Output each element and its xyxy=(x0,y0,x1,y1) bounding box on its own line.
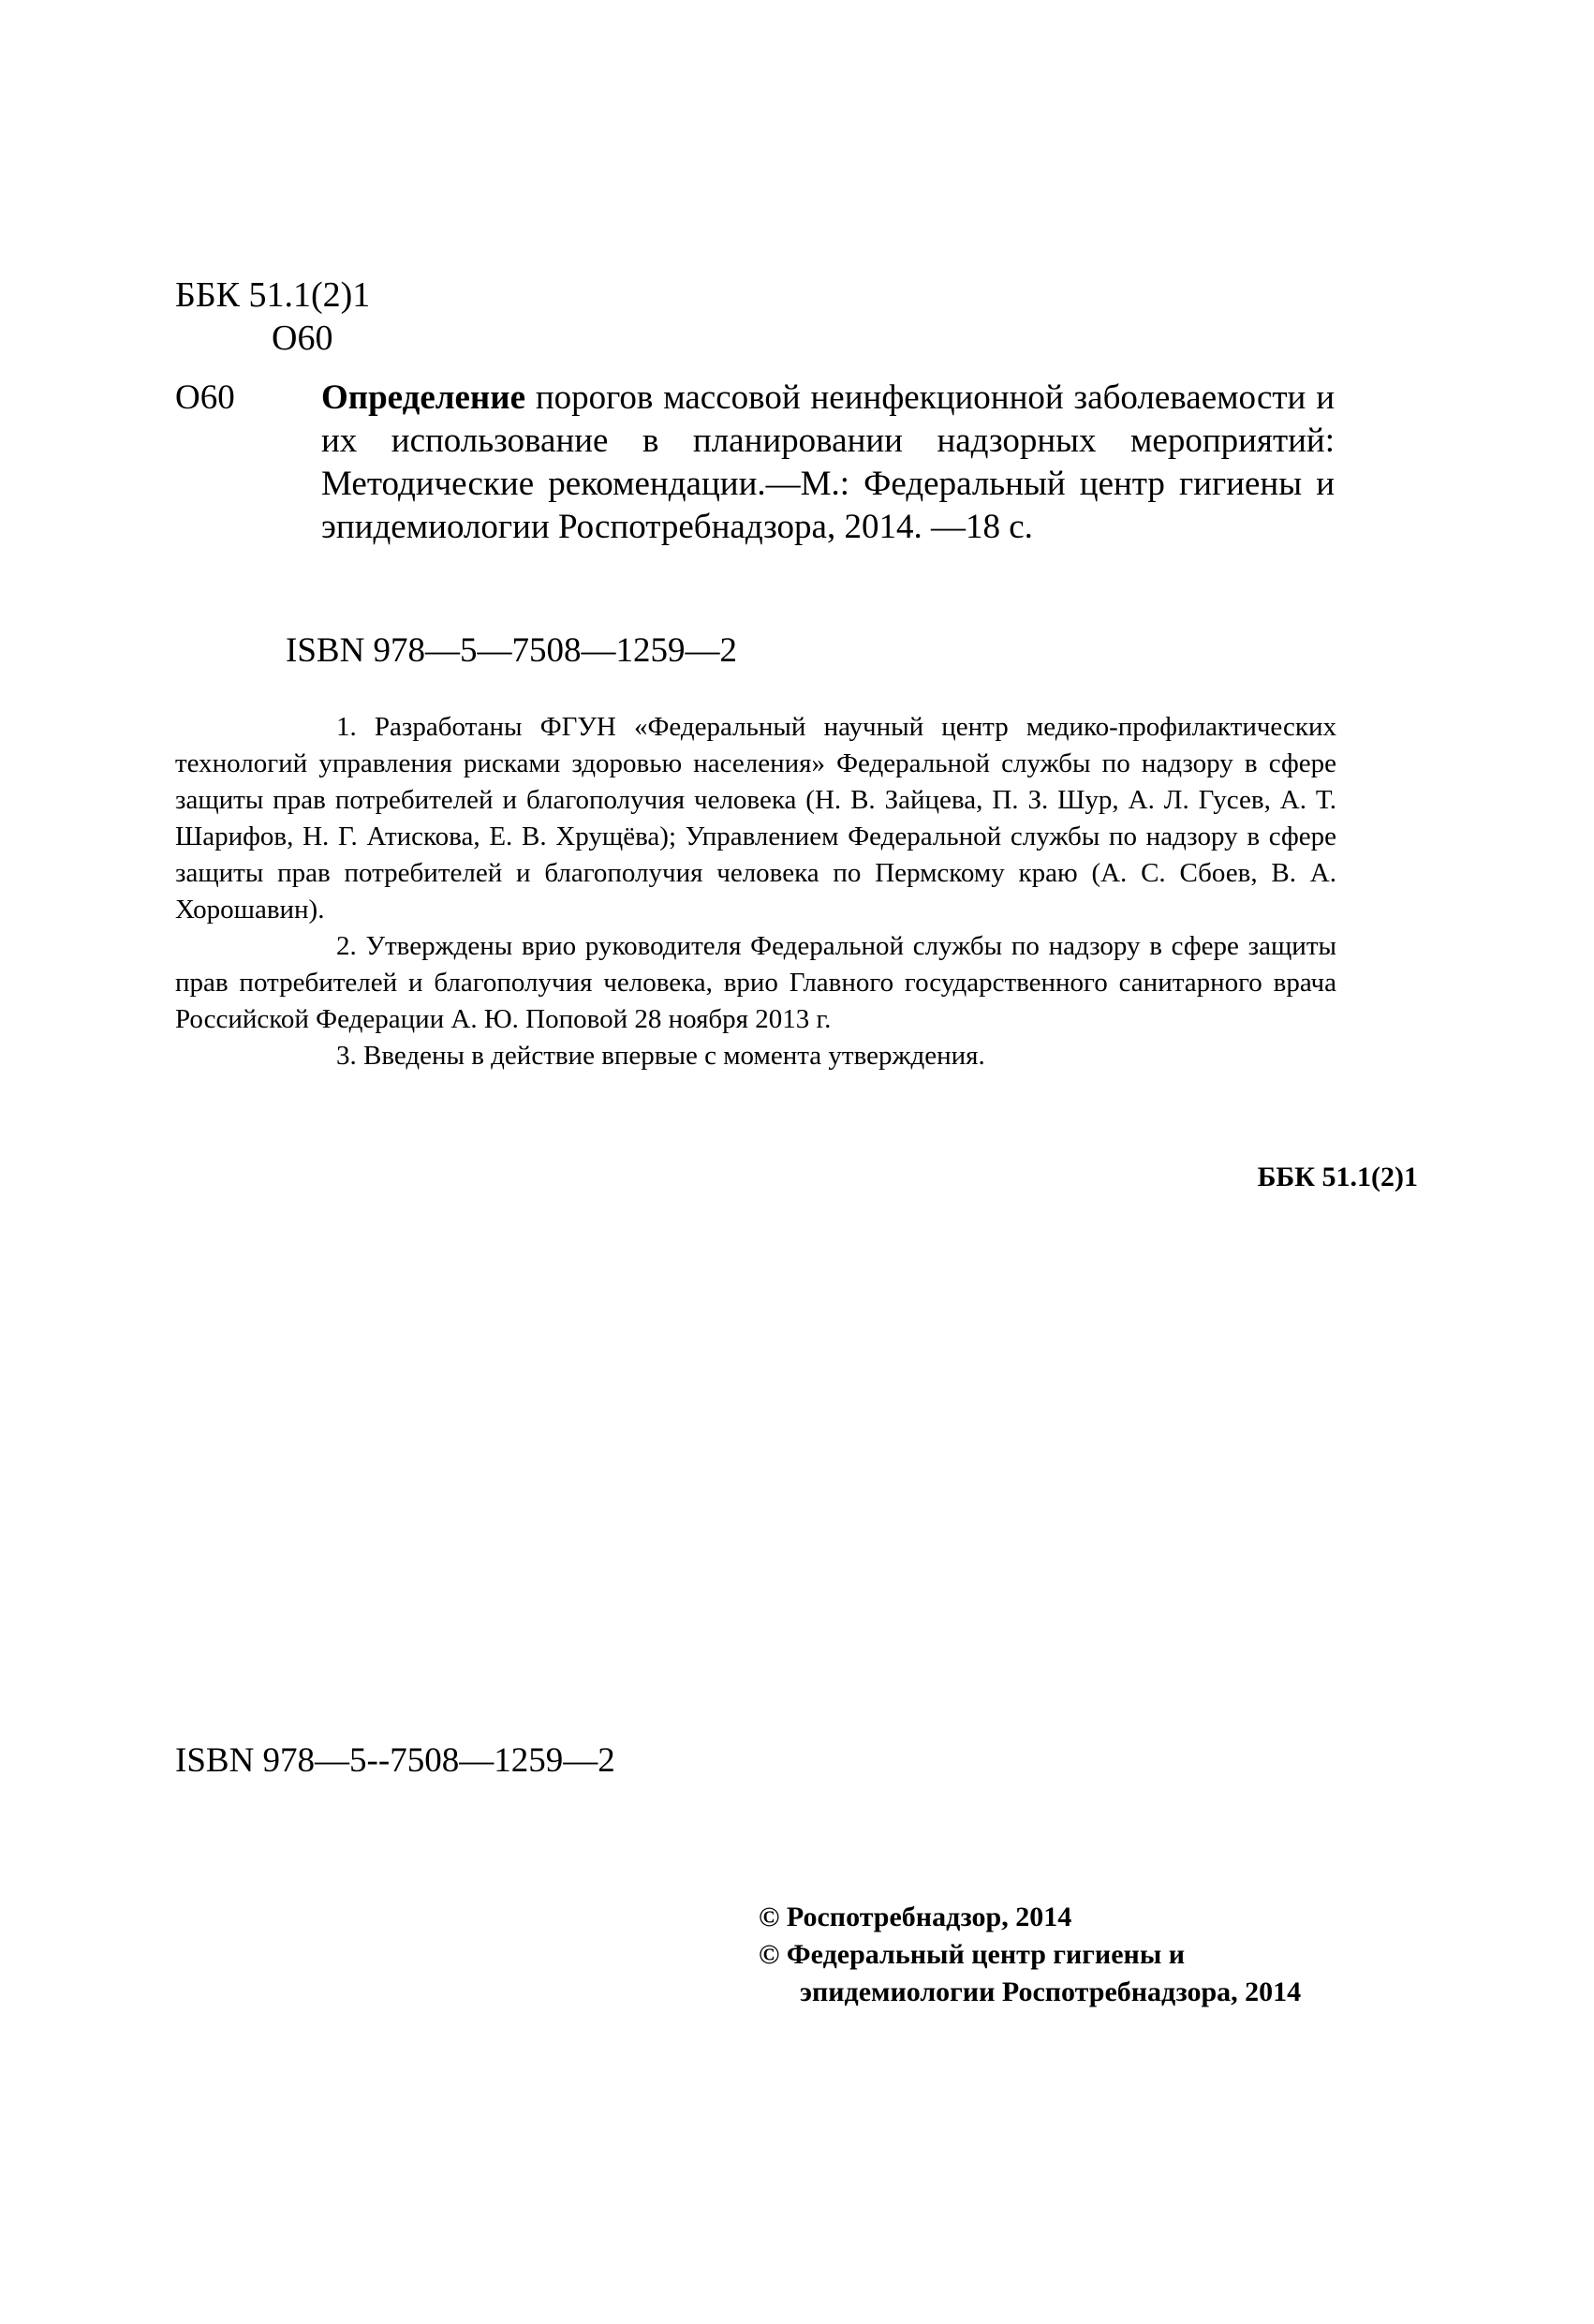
copyright-line-2: © Федеральный центр гигиены и xyxy=(759,1939,1186,1970)
author-mark: О60 xyxy=(272,318,333,358)
isbn-entry: ISBN 978—5—7508—1259—2 xyxy=(286,631,738,670)
copyright-block xyxy=(759,1899,1433,2011)
entry-title: Определение xyxy=(321,378,525,417)
copyright-line-3: эпидемиологии Роспотребнадзора, 2014 xyxy=(800,1976,1302,2007)
entry-author-mark: О60 xyxy=(175,378,235,417)
copyright-line-1: © Роспотребнадзор, 2014 xyxy=(759,1902,1072,1932)
bbk-code-footer: ББК 51.1(2)1 xyxy=(1257,1162,1418,1192)
note-approved-by: 2. Утверждены врио руководителя Федеральной службы по надзору в сфере защиты прав потребителей и благополучия человека, врио Главного государственного санитарного врача Российской Федерации А. Ю. Поповой 28 ноября 2013 г. xyxy=(175,931,1336,1034)
bbk-code-header: ББК 51.1(2)1 xyxy=(175,275,371,315)
entry-description: порогов массовой неинфекционной заболеваемости и их использование в планировании надзорных мероприятий: Методические рекомендации.—М.: Федеральный центр гигиены и эпидемиологии Роспотребнадзора, 2014. —18 с. xyxy=(321,378,1335,546)
bibliographic-entry xyxy=(321,377,1335,549)
isbn-footer: ISBN 978—5--7508—1259—2 xyxy=(175,1741,615,1780)
note-developed-by: 1. Разработаны ФГУН «Федеральный научный центр медико-профилактических технологий управления рисками здоровью населения» Федеральной службы по надзору в сфере защиты прав потребителей и благополучия человека (Н. В. Зайцева, П. З. Шур, А. Л. Гусев, А. Т. Шарифов, Н. Г. Атискова, Е. В. Хрущёва); Управлением Федеральной службы по надзору в сфере защиты прав потребителей и благополучия человека по Пермскому краю (А. С. Сбоев, В. А. Хорошавин). xyxy=(175,712,1336,925)
annotation-notes xyxy=(175,709,1336,1074)
note-effective: 3. Введены в действие впервые с момента утверждения. xyxy=(336,1041,985,1071)
